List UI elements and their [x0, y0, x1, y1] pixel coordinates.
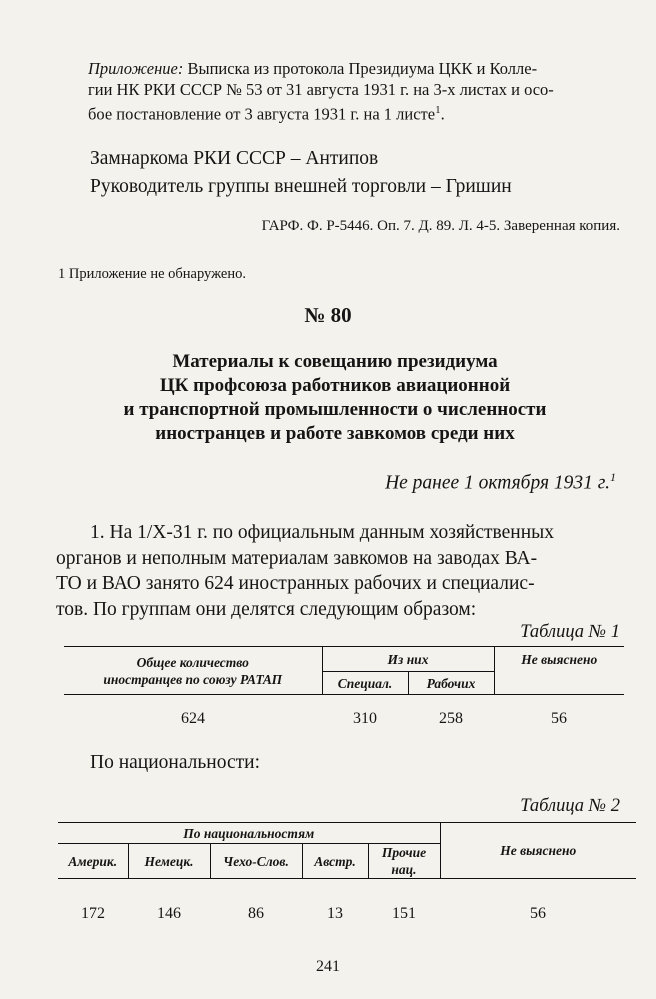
document-date [385, 470, 616, 495]
appendix-line: гии НК РКИ СССР № 53 от 31 августа 1931 г. на 3-х листах и осо- [88, 80, 554, 99]
t2-cell-czech: 86 [248, 905, 264, 922]
signature-antipov: Замнаркома РКИ СССР – Антипов [90, 148, 379, 169]
t2-header-other: Прочие нац. [368, 844, 440, 879]
appendix-note [88, 58, 608, 125]
appendix-label: Приложение: [88, 59, 184, 78]
t1-cell-total: 624 [181, 710, 205, 727]
table2 [58, 822, 636, 941]
t2-header-czech: Чехо-Слов. [210, 844, 302, 879]
t1-header-of-them: Из них [322, 647, 494, 672]
nationality-label: По национальности: [90, 752, 261, 773]
t1-cell-workers: 258 [439, 710, 463, 727]
t2-cell-german: 146 [157, 905, 181, 922]
paragraph-line: 1. На 1/Х-31 г. по официальным данным хозяйственных [90, 522, 555, 543]
signature-grishin: Руководитель группы внешней торговли – Гришин [90, 176, 512, 197]
t1-cell-unknown: 56 [551, 710, 567, 727]
table-row [64, 695, 624, 738]
t2-header-german: Немецк. [128, 844, 210, 879]
table1-caption: Таблица № 1 [520, 622, 620, 642]
document-title [100, 350, 570, 446]
archive-reference: ГАРФ. Ф. Р-5446. Оп. 7. Д. 89. Л. 4-5. Заверенная копия. [261, 218, 620, 234]
title-line: ЦК профсоюза работников авиационной [159, 375, 511, 396]
body-paragraph [56, 520, 630, 622]
t2-header-by-nationality: По национальностям [58, 823, 440, 844]
table-row [58, 879, 636, 942]
table1 [64, 646, 624, 737]
date-footnote-mark: 1 [610, 470, 616, 484]
t2-cell-austrian: 13 [327, 905, 343, 922]
t1-header-total: Общее количество иностранцев по союзу РАТАП [64, 647, 322, 695]
t2-cell-unknown: 56 [530, 905, 546, 922]
title-line: иностранцев и работе завкомов среди них [155, 423, 515, 444]
t1-cell-specialists: 310 [353, 710, 377, 727]
paragraph-line: тов. По группам они делятся следующим образом: [56, 598, 477, 620]
paragraph-line: органов и неполным материалам завкомов на заводах ВА- [56, 547, 538, 569]
footnote-mark: 1 [435, 104, 441, 116]
t1-header-unknown-cell [494, 672, 624, 695]
page-number: 241 [316, 958, 340, 975]
paragraph-line: ТО и ВАО занято 624 иностранных рабочих и специалис- [56, 573, 535, 594]
appendix-tail: . [440, 104, 445, 124]
date-text: Не ранее 1 октября 1931 г. [385, 472, 610, 494]
t2-header-unknown: Не выяснено [440, 823, 636, 879]
footnote: 1 Приложение не обнаружено. [58, 266, 246, 282]
document-number: № 80 [304, 303, 352, 327]
appendix-line: Выписка из протокола Президиума ЦКК и Колле- [187, 59, 538, 78]
title-line: и транспортной промышленности о численности [123, 399, 547, 420]
t1-header-workers: Рабочих [408, 672, 494, 695]
appendix-line: бое постановление от 3 августа 1931 г. на 1 листе [88, 104, 436, 124]
table2-caption: Таблица № 2 [520, 796, 620, 816]
t2-header-austrian: Австр. [302, 844, 368, 879]
t2-cell-american: 172 [81, 905, 105, 922]
t2-cell-other: 151 [392, 905, 416, 922]
t1-header-unknown: Не выяснено [494, 647, 624, 672]
title-line: Материалы к совещанию президиума [172, 351, 498, 372]
t2-header-american: Америк. [58, 844, 128, 879]
t1-header-specialists: Специал. [322, 672, 408, 695]
